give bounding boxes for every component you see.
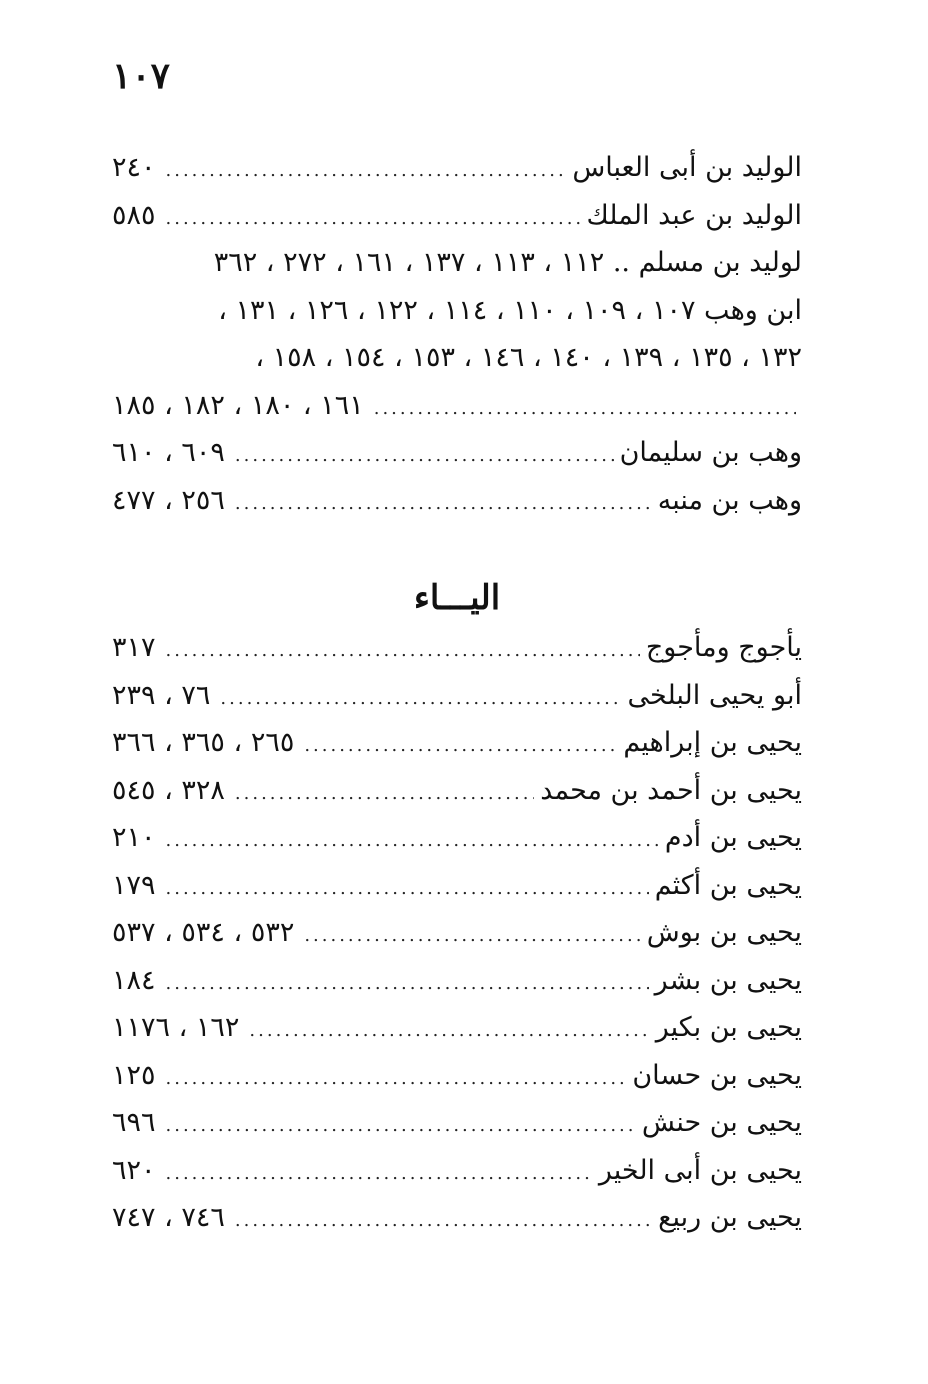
index-entry bbox=[112, 437, 802, 485]
index-entry bbox=[112, 1202, 802, 1250]
leader-dots bbox=[166, 640, 640, 661]
leader-dots bbox=[166, 878, 649, 899]
entry-name: يحيى بن أكثم bbox=[654, 869, 802, 901]
entry-pages: ٦٢٠ bbox=[112, 1154, 156, 1186]
leader-dots bbox=[374, 398, 796, 419]
entry-name: يحيى بن بشر bbox=[654, 964, 802, 996]
entry-name: يحيى بن إبراهيم bbox=[623, 727, 802, 758]
entry-pages: ١٦٢ ، ١١٧٦ bbox=[112, 1012, 240, 1043]
index-entry bbox=[112, 1060, 802, 1108]
entry-name: وهب بن منبه bbox=[657, 484, 802, 516]
index-entry bbox=[112, 247, 802, 295]
page-number: ١٠٧ bbox=[112, 55, 171, 97]
index-entry bbox=[112, 1155, 802, 1203]
entry-pages: ١٦١ ، ١٨٠ ، ١٨٢ ، ١٨٥ bbox=[112, 389, 364, 421]
entry-name: يحيى بن أبى الخير bbox=[598, 1154, 802, 1186]
entry-name: وهب بن سليمان bbox=[619, 437, 802, 468]
entry-name: يحيى بن أحمد بن محمد bbox=[540, 774, 802, 806]
index-entry bbox=[112, 1107, 802, 1155]
entry-pages: ٧٤٦ ، ٧٤٧ bbox=[112, 1202, 225, 1233]
leader-dots bbox=[166, 208, 581, 229]
entry-name: يحيى بن أدم bbox=[664, 822, 802, 853]
index-entries-ya bbox=[112, 632, 802, 1250]
entry-name: يحيى بن بكير bbox=[655, 1012, 802, 1043]
leader-dots bbox=[166, 973, 649, 994]
entry-name: الوليد بن عبد الملك bbox=[586, 199, 802, 231]
entry-pages: ٢١٠ bbox=[112, 822, 156, 853]
entry-name: يحيى بن بوش bbox=[646, 917, 802, 948]
entry-pages: ٢٦٥ ، ٣٦٥ ، ٣٦٦ bbox=[112, 727, 295, 758]
entry-pages: ١٨٤ bbox=[112, 964, 156, 996]
leader-dots bbox=[235, 783, 534, 804]
index-entry bbox=[112, 775, 802, 823]
entry-name: يحيى بن حسان bbox=[632, 1059, 802, 1091]
entry-name: يأجوج ومأجوج bbox=[645, 632, 802, 663]
entry-pages: ٥٨٥ bbox=[112, 199, 156, 231]
entry-name: أبو يحيى البلخى bbox=[627, 679, 802, 711]
index-entry bbox=[112, 727, 802, 775]
entry-pages: ٧٦ ، ٢٣٩ bbox=[112, 679, 211, 711]
leader-dots bbox=[166, 830, 659, 851]
entry-pages: ٥٣٢ ، ٥٣٤ ، ٥٣٧ bbox=[112, 917, 295, 948]
index-entry-continuation bbox=[112, 342, 802, 390]
entry-name: الوليد بن أبى العباس bbox=[572, 152, 802, 183]
entry-pages: ٢٤٠ bbox=[112, 152, 156, 183]
index-entries-waw bbox=[112, 152, 802, 532]
index-entry bbox=[112, 822, 802, 870]
index-entry bbox=[112, 965, 802, 1013]
index-entry bbox=[112, 680, 802, 728]
leader-dots bbox=[235, 445, 614, 466]
entry-name: ابن وهب ١٠٧ ، ١٠٩ ، ١١٠ ، ١١٤ ، ١٢٢ ، ١٢٦ ، ١٣١ ، bbox=[218, 294, 802, 326]
index-entry bbox=[112, 152, 802, 200]
entry-pages: ١٧٩ bbox=[112, 869, 156, 901]
leader-dots bbox=[166, 1163, 593, 1184]
leader-dots bbox=[166, 1068, 627, 1089]
index-entry bbox=[112, 200, 802, 248]
leader-dots bbox=[166, 160, 567, 181]
leader-dots bbox=[304, 735, 617, 756]
leader-dots bbox=[235, 1210, 652, 1231]
entry-pages: ٣١٧ bbox=[112, 632, 156, 663]
entry-name: ١٣٢ ، ١٣٥ ، ١٣٩ ، ١٤٠ ، ١٤٦ ، ١٥٣ ، ١٥٤ ، ١٥٨ ، bbox=[255, 342, 802, 373]
index-entry bbox=[112, 917, 802, 965]
index-entry-continuation bbox=[112, 390, 802, 438]
index-entry bbox=[112, 485, 802, 533]
entry-pages: ٦٠٩ ، ٦١٠ bbox=[112, 437, 225, 468]
entry-pages: ٦٩٦ bbox=[112, 1107, 156, 1138]
index-entry bbox=[112, 1012, 802, 1060]
index-entry bbox=[112, 295, 802, 343]
entry-pages: ٣٢٨ ، ٥٤٥ bbox=[112, 774, 225, 806]
entry-name: يحيى بن ربيع bbox=[658, 1202, 802, 1233]
leader-dots bbox=[249, 1020, 649, 1041]
leader-dots bbox=[220, 688, 621, 709]
index-entry bbox=[112, 870, 802, 918]
index-entry bbox=[112, 632, 802, 680]
section-heading: اليـــاء bbox=[413, 578, 501, 618]
entry-name: لوليد بن مسلم .. ١١٢ ، ١١٣ ، ١٣٧ ، ١٦١ ، ٢٧٢ ، ٣٦٢ bbox=[213, 247, 802, 278]
entry-pages: ١٢٥ bbox=[112, 1059, 156, 1091]
leader-dots bbox=[166, 1115, 636, 1136]
entry-pages: ٢٥٦ ، ٤٧٧ bbox=[112, 484, 225, 516]
leader-dots bbox=[235, 493, 652, 514]
leader-dots bbox=[304, 925, 640, 946]
entry-name: يحيى بن حنش bbox=[641, 1107, 802, 1138]
